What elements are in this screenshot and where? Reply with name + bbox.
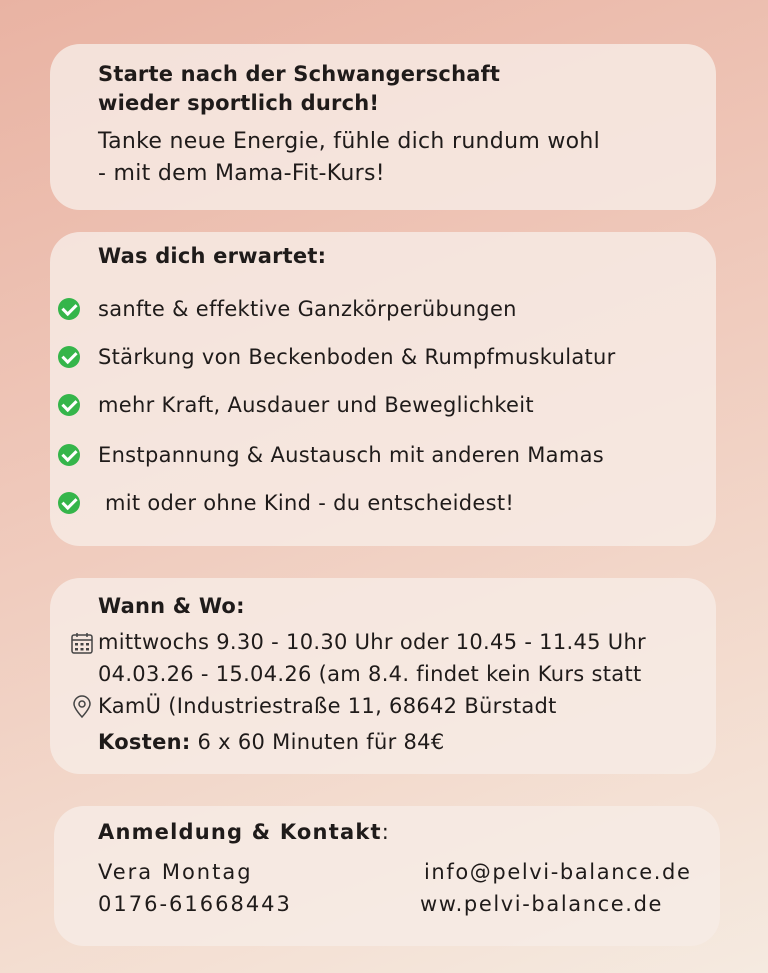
contact-email[interactable]: info@pelvi-balance.de: [424, 860, 692, 884]
expectations-card: [50, 232, 716, 546]
cost-line: [98, 730, 444, 754]
list-item-text: Enstpannung & Austausch mit anderen Mamas: [98, 443, 605, 467]
when-where-title: Wann & Wo:: [98, 594, 245, 618]
intro-title-line1: Starte nach der Schwangerschaft: [98, 62, 501, 86]
check-circle-icon: [58, 492, 80, 514]
check-circle-icon: [58, 394, 80, 416]
intro-text-line1: Tanke neue Energie, fühle dich rundum wohl: [98, 129, 601, 154]
list-item-text: sanfte & effektive Ganzkörperübungen: [98, 297, 517, 321]
list-item: [58, 390, 534, 420]
contact-website[interactable]: ww.pelvi-balance.de: [420, 892, 664, 916]
contact-card: [54, 806, 720, 946]
location-line: KamÜ (Industriestraße 11, 68642 Bürstadt: [98, 694, 557, 718]
when-where-card: [50, 578, 716, 774]
time-line: mittwochs 9.30 - 10.30 Uhr oder 10.45 - 11.45 Uhr: [98, 630, 646, 654]
contact-phone[interactable]: 0176-61668443: [98, 892, 292, 916]
location-pin-icon: [70, 695, 94, 719]
cost-label: Kosten:: [98, 730, 191, 754]
check-circle-icon: [58, 346, 80, 368]
contact-title: [98, 820, 390, 844]
intro-title-line2: wieder sportlich durch!: [98, 91, 380, 115]
list-item-text: Stärkung von Beckenboden & Rumpfmuskulatur: [98, 345, 616, 369]
list-item: [58, 294, 517, 324]
check-circle-icon: [58, 444, 80, 466]
contact-name: Vera Montag: [98, 860, 253, 884]
intro-title: [98, 60, 658, 118]
expectations-title: Was dich erwartet:: [98, 244, 327, 268]
list-item: [58, 342, 616, 372]
contact-title-colon: :: [381, 820, 391, 844]
calendar-icon: [70, 631, 94, 655]
intro-text-line2: - mit dem Mama-Fit-Kurs!: [98, 161, 385, 186]
intro-text: [98, 126, 688, 190]
list-item-text: mehr Kraft, Ausdauer und Beweglichkeit: [98, 393, 534, 417]
date-line: 04.03.26 - 15.04.26 (am 8.4. findet kein Kurs statt: [98, 662, 642, 686]
intro-card: [50, 44, 716, 210]
list-item: [58, 440, 605, 470]
check-circle-icon: [58, 298, 80, 320]
cost-value: 6 x 60 Minuten für 84€: [190, 730, 445, 754]
list-item: [58, 488, 515, 518]
contact-title-text: Anmeldung & Kontakt: [98, 820, 382, 844]
list-item-text: mit oder ohne Kind - du entscheidest!: [98, 491, 515, 515]
